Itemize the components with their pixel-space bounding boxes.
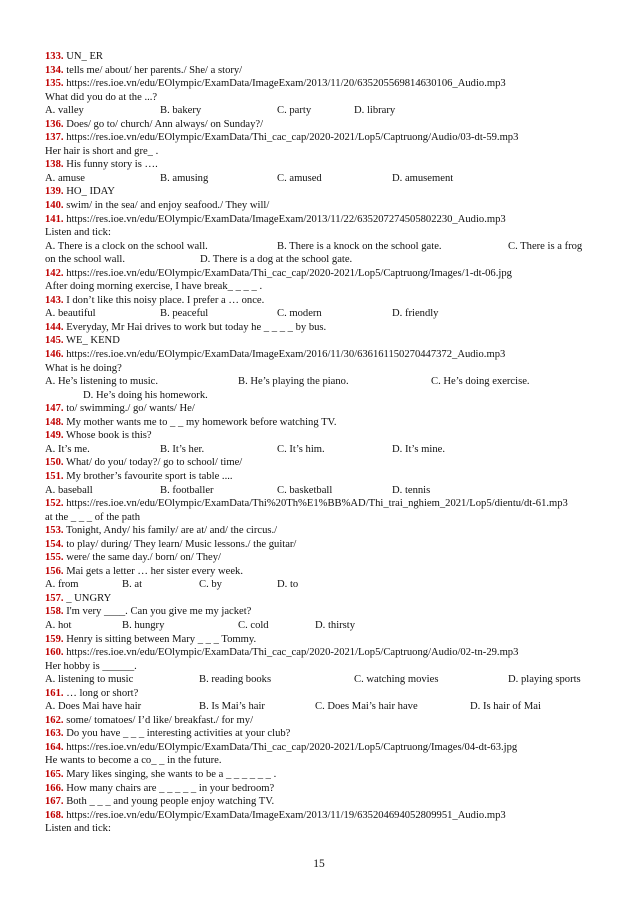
prompt-line: After doing morning exercise, I have break_ _ _ _ .	[45, 281, 263, 293]
question-number: 140.	[45, 200, 64, 212]
question-text: Whose book is this?	[63, 430, 152, 442]
question-number: 133.	[45, 51, 64, 62]
question-line	[45, 348, 597, 362]
answer-option: A. baseball	[45, 484, 93, 496]
question-text: I'm very ____. Can you give me my jacket?	[63, 606, 252, 618]
question-line	[45, 768, 597, 782]
question-number: 141.	[45, 213, 64, 225]
question-line	[45, 605, 597, 619]
question-line	[45, 592, 597, 606]
answer-option: C. He’s doing exercise.	[431, 376, 530, 388]
question-text: What/ do you/ today?/ go to school/ time/	[63, 457, 243, 469]
prompt-line: He wants to become a co_ _ in the future.	[45, 755, 222, 767]
question-text: Tonight, Andy/ his family/ are at/ and/ the circus./	[63, 525, 278, 537]
question-text: Does/ go to/ church/ Ann always/ on Sunday?/	[63, 118, 264, 130]
answer-options-row	[45, 253, 597, 267]
document-body	[45, 50, 597, 836]
question-line	[45, 727, 597, 741]
question-line	[45, 538, 597, 552]
answer-option: A. valley	[45, 105, 84, 117]
question-number: 167.	[45, 796, 64, 808]
question-line	[45, 334, 597, 348]
question-number: 147.	[45, 403, 64, 415]
question-line	[45, 714, 597, 728]
answer-option: D. to	[277, 579, 299, 591]
question-line	[45, 565, 597, 579]
question-number: 144.	[45, 321, 64, 333]
question-number: 137.	[45, 132, 64, 144]
question-line	[45, 118, 597, 132]
answer-option: B. Is Mai’s hair	[199, 701, 265, 713]
question-line	[45, 470, 597, 484]
answer-option: B. He’s playing the piano.	[238, 376, 349, 388]
answer-option: A. Does Mai have hair	[45, 701, 142, 713]
question-text: https://res.ioe.vn/edu/EOlympic/ExamData/ImageExam/2013/11/22/635207274505802230_Audio.mp3	[63, 213, 506, 225]
question-text: https://res.ioe.vn/edu/EOlympic/ExamData/Thi_cac_cap/2020-2021/Lop5/Captruong/Images/04-dt-63.jpg	[63, 741, 518, 753]
question-number: 164.	[45, 741, 64, 753]
question-text: were/ the same day./ born/ on/ They/	[63, 552, 221, 564]
question-number: 148.	[45, 416, 64, 428]
question-line	[45, 267, 597, 281]
question-text: I don’t like this noisy place. I prefer a … once.	[63, 294, 265, 306]
answer-option: B. peaceful	[160, 308, 209, 320]
prompt-line: What is he doing?	[45, 362, 122, 374]
answer-option: C. basketball	[277, 484, 333, 496]
question-text: tells me/ about/ her parents./ She/ a story/	[63, 64, 243, 76]
question-line	[45, 131, 597, 145]
question-number: 153.	[45, 525, 64, 537]
answer-option: D. It’s mine.	[392, 443, 445, 455]
answer-option: A. amuse	[45, 172, 86, 184]
question-text: HO_ IDAY	[63, 186, 115, 198]
answer-option: D. thirsty	[315, 619, 356, 631]
answer-options-row	[45, 172, 597, 186]
prompt-line: Listen and tick:	[45, 227, 111, 239]
answer-option: B. at	[122, 579, 143, 591]
question-line	[45, 199, 597, 213]
question-number: 165.	[45, 768, 64, 780]
question-number: 150.	[45, 457, 64, 469]
question-number: 149.	[45, 430, 64, 442]
answer-options-row	[45, 619, 597, 633]
question-line	[45, 497, 597, 511]
answer-options-row	[45, 240, 597, 254]
question-text: to/ swimming./ go/ wants/ He/	[63, 403, 195, 415]
question-line	[45, 741, 597, 755]
question-line	[45, 185, 597, 199]
answer-option: D. Is hair of Mai	[470, 701, 541, 713]
question-text: Henry is sitting between Mary _ _ _ Tommy.	[63, 633, 257, 645]
prompt-line: What did you do at the ...?	[45, 91, 158, 103]
answer-option: D. tennis	[392, 484, 431, 496]
question-number: 156.	[45, 565, 64, 577]
answer-options-row	[45, 484, 597, 498]
question-number: 135.	[45, 78, 64, 90]
question-text: https://res.ioe.vn/edu/EOlympic/ExamData/Thi_cac_cap/2020-2021/Lop5/Captruong/Images/1-dt-06.jpg	[63, 267, 512, 279]
question-number: 136.	[45, 118, 64, 130]
answer-option: C. modern	[277, 308, 322, 320]
page-number: 15	[313, 858, 325, 870]
question-line	[45, 687, 597, 701]
question-line	[45, 294, 597, 308]
answer-options-row	[45, 443, 597, 457]
question-number: 145.	[45, 335, 64, 347]
question-text: swim/ in the sea/ and enjoy seafood./ They will/	[63, 200, 270, 212]
question-line	[45, 646, 597, 660]
answer-option: D. He’s doing his homework.	[83, 389, 208, 401]
answer-option: A. listening to music	[45, 674, 134, 686]
prompt-line: Her hobby is ______.	[45, 660, 137, 672]
answer-option: A. hot	[45, 619, 72, 631]
answer-options-row	[45, 375, 597, 389]
answer-option: A. beautiful	[45, 308, 96, 320]
question-line	[45, 795, 597, 809]
question-line	[45, 50, 597, 64]
question-number: 168.	[45, 809, 64, 821]
question-line	[45, 782, 597, 796]
answer-option: A. There is a clock on the school wall.	[45, 240, 208, 252]
question-line	[45, 809, 597, 823]
answer-options-row	[45, 104, 597, 118]
question-number: 157.	[45, 592, 64, 604]
question-text: My brother’s favourite sport is table ....	[63, 470, 233, 482]
answer-option: D. library	[354, 105, 396, 117]
question-number: 139.	[45, 186, 64, 198]
question-text: Mai gets a letter … her sister every week.	[63, 565, 243, 577]
answer-option: A. from	[45, 579, 79, 591]
answer-option: A. It’s me.	[45, 443, 90, 455]
question-text: to play/ during/ They learn/ Music lessons./ the guitar/	[63, 538, 297, 550]
question-text: UN_ ER	[63, 51, 103, 62]
answer-option: C. amused	[277, 172, 322, 184]
answer-option: D. There is a dog at the school gate.	[200, 254, 353, 266]
answer-option: C. Does Mai’s hair have	[315, 701, 418, 713]
question-text: _ UNGRY	[63, 592, 112, 604]
answer-option: B. There is a knock on the school gate.	[277, 240, 442, 252]
prompt-line: Listen and tick:	[45, 823, 111, 835]
question-line	[45, 77, 597, 91]
answer-option: C. There is a frog	[508, 240, 583, 252]
question-line	[45, 633, 597, 647]
answer-option: B. reading books	[199, 674, 272, 686]
question-number: 143.	[45, 294, 64, 306]
question-text: His funny story is ….	[63, 159, 158, 171]
answer-option: D. friendly	[392, 308, 439, 320]
question-number: 160.	[45, 647, 64, 659]
question-text: Everyday, Mr Hai drives to work but today he _ _ _ _ by bus.	[63, 321, 327, 333]
question-line	[45, 416, 597, 430]
question-number: 154.	[45, 538, 64, 550]
question-number: 152.	[45, 498, 64, 510]
question-number: 162.	[45, 714, 64, 726]
question-text: My mother wants me to _ _ my homework before watching TV.	[63, 416, 337, 428]
answer-option: A. He’s listening to music.	[45, 376, 158, 388]
question-line	[45, 213, 597, 227]
question-text: Mary likes singing, she wants to be a _ _ _ _ _ _ .	[63, 768, 277, 780]
question-line	[45, 429, 597, 443]
answer-options-row	[45, 307, 597, 321]
answer-option: D. playing sports	[508, 674, 581, 686]
question-number: 166.	[45, 782, 64, 794]
answer-options-row	[45, 673, 597, 687]
question-number: 138.	[45, 159, 64, 171]
question-text: https://res.ioe.vn/edu/EOlympic/ExamData/Thi_cac_cap/2020-2021/Lop5/Captruong/Audio/03-dt-59.mp3	[63, 132, 519, 144]
question-number: 151.	[45, 470, 64, 482]
answer-options-row	[45, 578, 597, 592]
question-number: 159.	[45, 633, 64, 645]
answer-options-row	[45, 700, 597, 714]
question-line	[45, 321, 597, 335]
answer-option: on the school wall.	[45, 254, 126, 266]
question-text: https://res.ioe.vn/edu/EOlympic/ExamData/Thi_cac_cap/2020-2021/Lop5/Captruong/Audio/02-tn-29.mp3	[63, 647, 519, 659]
question-text: … long or short?	[63, 687, 139, 699]
question-line	[45, 551, 597, 565]
question-line	[45, 524, 597, 538]
question-line	[45, 456, 597, 470]
question-number: 146.	[45, 349, 64, 361]
question-line	[45, 402, 597, 416]
answer-option: C. watching movies	[354, 674, 439, 686]
question-number: 158.	[45, 606, 64, 618]
question-number: 142.	[45, 267, 64, 279]
answer-option: C. by	[199, 579, 222, 591]
question-line	[45, 158, 597, 172]
question-text: https://res.ioe.vn/edu/EOlympic/ExamData/ImageExam/2013/11/19/635204694052809951_Audio.mp3	[63, 809, 506, 821]
answer-option: B. footballer	[160, 484, 214, 496]
prompt-line: at the _ _ _ of the path	[45, 511, 141, 523]
question-number: 163.	[45, 728, 64, 740]
question-text: https://res.ioe.vn/edu/EOlympic/ExamData/ImageExam/2013/11/20/635205569814630106_Audio.mp3	[63, 78, 506, 90]
question-text: Both _ _ _ and young people enjoy watching TV.	[63, 796, 275, 808]
question-number: 155.	[45, 552, 64, 564]
question-number: 161.	[45, 687, 64, 699]
prompt-line: Her hair is short and gre_ .	[45, 145, 159, 157]
answer-option: B. It’s her.	[160, 443, 205, 455]
answer-option: B. bakery	[160, 105, 202, 117]
answer-option: C. party	[277, 105, 312, 117]
question-text: some/ tomatoes/ I’d like/ breakfast./ for my/	[63, 714, 254, 726]
question-text: https://res.ioe.vn/edu/EOlympic/ExamData/Thi%20Th%E1%BB%AD/Thi_trai_nghiem_2021/Lop5/dientu/dt-61.mp3	[63, 498, 568, 510]
question-text: https://res.ioe.vn/edu/EOlympic/ExamData/ImageExam/2016/11/30/636161150270447372_Audio.mp3	[63, 349, 506, 361]
answer-option: D. amusement	[392, 172, 454, 184]
question-text: How many chairs are _ _ _ _ _ in your bedroom?	[63, 782, 275, 794]
question-line	[45, 64, 597, 78]
answer-options-row	[45, 389, 597, 403]
question-text: Do you have _ _ _ interesting activities at your club?	[63, 728, 291, 740]
question-text: WE_ KEND	[63, 335, 120, 347]
answer-option: B. amusing	[160, 172, 209, 184]
answer-option: B. hungry	[122, 619, 165, 631]
answer-option: C. It’s him.	[277, 443, 325, 455]
question-number: 134.	[45, 64, 64, 76]
answer-option: C. cold	[238, 619, 269, 631]
